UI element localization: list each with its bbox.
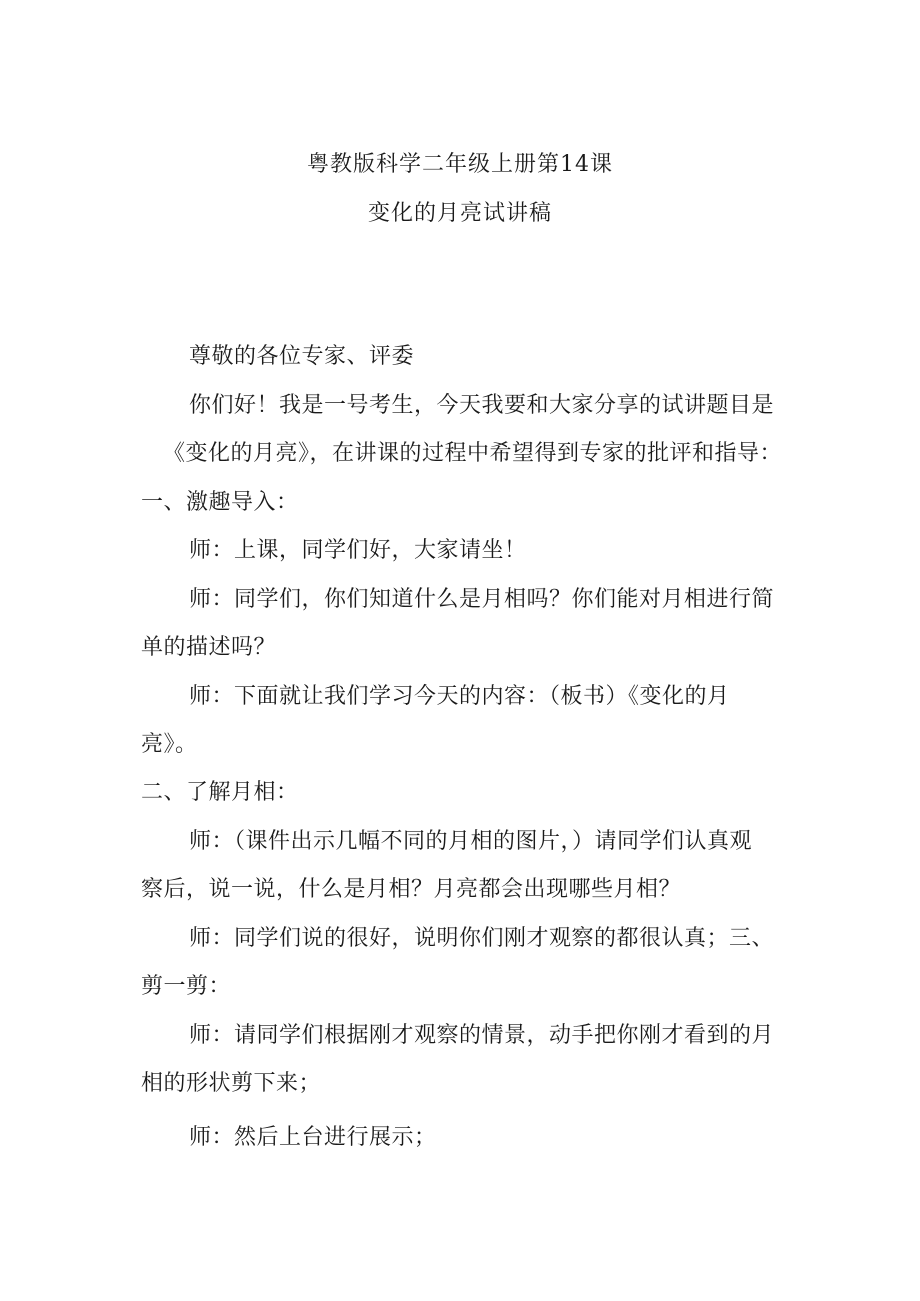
paragraph-line: 师：同学们说的很好，说明你们刚才观察的都很认真；三、 xyxy=(189,926,775,951)
salutation-line: 尊敬的各位专家、评委 xyxy=(189,344,415,369)
paragraph-line: 师：然后上台进行展示； xyxy=(189,1125,437,1150)
paragraph-line: 师：上课，同学们好，大家请坐！ xyxy=(189,538,527,563)
paragraph-line: 师：（课件出示几幅不同的月相的图片，）请同学们认真观 xyxy=(189,829,753,854)
section-heading-2: 二、了解月相： xyxy=(141,780,299,805)
paragraph-line: 相的形状剪下来； xyxy=(141,1071,322,1096)
greeting-line-continued: 《变化的月亮》，在讲课的过程中希望得到专家的批评和指导： xyxy=(163,441,783,466)
paragraph-line: 师：下面就让我们学习今天的内容：（板书）《变化的月 xyxy=(189,684,730,709)
paragraph-line: 单的描述吗？ xyxy=(141,635,277,660)
section-heading-1: 一、激趣导入： xyxy=(141,490,299,515)
section-heading-3: 剪一剪： xyxy=(141,974,232,999)
document-title: 粤教版科学二年级上册第14课 xyxy=(307,152,613,177)
paragraph-line: 师：请同学们根据刚才观察的情景，动手把你刚才看到的月 xyxy=(189,1023,775,1048)
paragraph-line: 师：同学们，你们知道什么是月相吗？你们能对月相进行简 xyxy=(189,587,775,612)
paragraph-line: 察后，说一说，什么是月相？月亮都会出现哪些月相？ xyxy=(141,877,682,902)
greeting-line: 你们好！我是一号考生，今天我要和大家分享的试讲题目是 xyxy=(189,393,775,418)
paragraph-line: 亮》。 xyxy=(141,732,198,757)
document-subtitle: 变化的月亮试讲稿 xyxy=(367,201,552,226)
